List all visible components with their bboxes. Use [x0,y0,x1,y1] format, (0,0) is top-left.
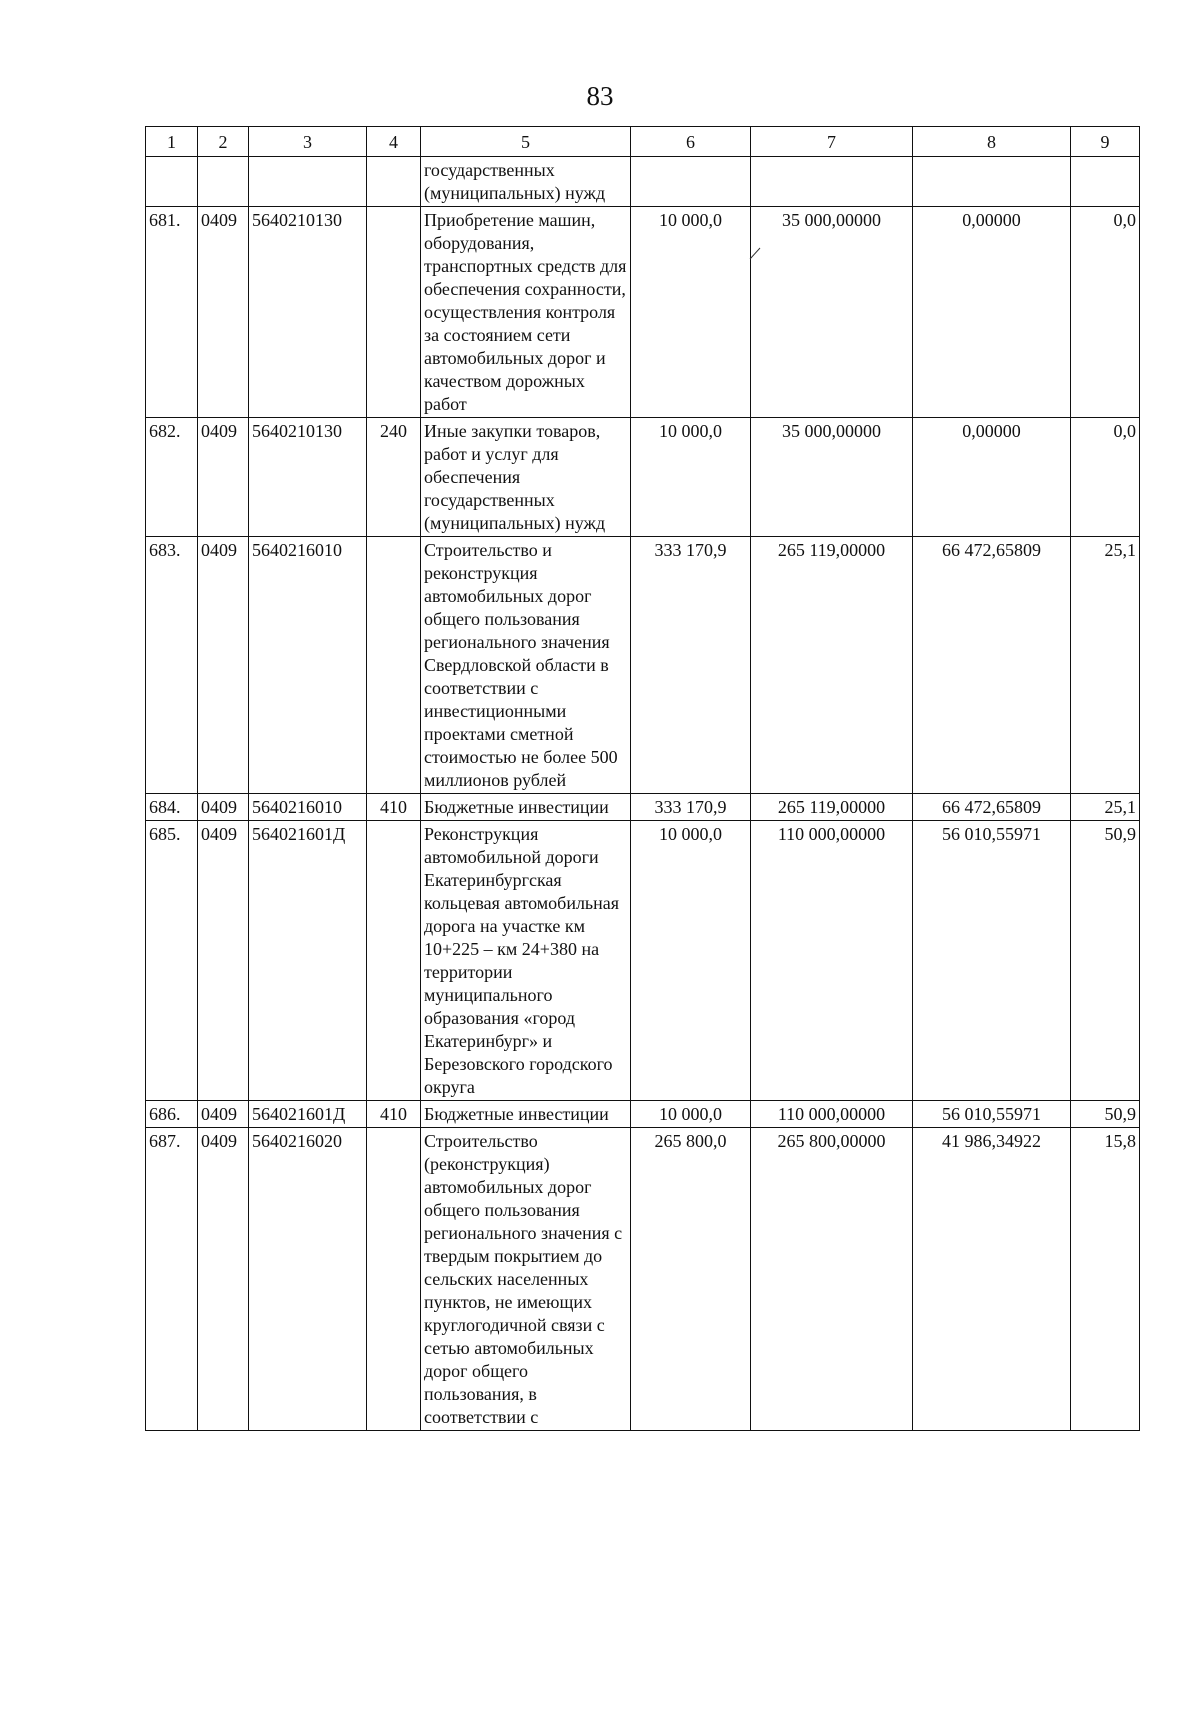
article-code: 5640216010 [249,794,367,821]
article-code [249,157,367,207]
table-row [146,1101,1140,1128]
plan-amount: 333 170,9 [631,537,751,794]
table-row [146,207,1140,418]
item-name: Бюджетные инвестиции [421,1101,631,1128]
row-number: 682. [146,418,198,537]
approved-amount: 265 800,00000 [751,1128,913,1431]
article-code: 5640210130 [249,418,367,537]
execution-percent [1071,157,1140,207]
section-code: 0409 [198,1128,249,1431]
expense-type-code [367,537,421,794]
executed-amount: 41 986,34922 [913,1128,1071,1431]
execution-percent: 25,1 [1071,537,1140,794]
executed-amount: 56 010,55971 [913,821,1071,1101]
expense-type-code: 410 [367,794,421,821]
executed-amount: 66 472,65809 [913,794,1071,821]
table-row [146,794,1140,821]
expense-type-code [367,157,421,207]
approved-amount: 110 000,00000 [751,821,913,1101]
item-name: Бюджетные инвестиции [421,794,631,821]
row-number [146,157,198,207]
executed-amount: 56 010,55971 [913,1101,1071,1128]
article-code: 564021601Д [249,821,367,1101]
section-code: 0409 [198,1101,249,1128]
table-row [146,537,1140,794]
expense-type-code [367,821,421,1101]
table-row [146,1128,1140,1431]
plan-amount: 10 000,0 [631,821,751,1101]
column-header: 4 [367,127,421,157]
plan-amount: 265 800,0 [631,1128,751,1431]
execution-percent: 50,9 [1071,821,1140,1101]
plan-amount: 10 000,0 [631,418,751,537]
item-name: Строительство и реконструкция автомобильных дорог общего пользования регионального значения Свердловской области в соответствии с инвестиционными проектами сметной стоимостью не более 500 миллионов рублей [421,537,631,794]
table-row [146,418,1140,537]
plan-amount: 10 000,0 [631,1101,751,1128]
column-header: 3 [249,127,367,157]
row-number: 687. [146,1128,198,1431]
executed-amount [913,157,1071,207]
expense-type-code: 410 [367,1101,421,1128]
execution-percent: 0,0 [1071,207,1140,418]
item-name: Реконструкция автомобильной дороги Екатеринбургская кольцевая автомобильная дорога на участке км 10+225 – км 24+380 на территории муниципального образования «город Екатеринбург» и Березовского городского округа [421,821,631,1101]
pen-mark-icon [748,246,762,260]
execution-percent: 15,8 [1071,1128,1140,1431]
item-name: Строительство (реконструкция) автомобильных дорог общего пользования регионального значения с твердым покрытием до сельских населенных пунктов, не имеющих круглогодичной связи с сетью автомобильных дорог общего пользования, в соответствии с [421,1128,631,1431]
approved-amount: 35 000,00000 [751,207,913,418]
approved-amount: 265 119,00000 [751,794,913,821]
item-name: государственных (муниципальных) нужд [421,157,631,207]
executed-amount: 66 472,65809 [913,537,1071,794]
header-row [146,127,1140,157]
approved-amount: 265 119,00000 [751,537,913,794]
row-number: 683. [146,537,198,794]
section-code: 0409 [198,418,249,537]
plan-amount: 10 000,0 [631,207,751,418]
expense-type-code [367,1128,421,1431]
budget-table [145,126,1140,1431]
column-header: 8 [913,127,1071,157]
plan-amount: 333 170,9 [631,794,751,821]
executed-amount: 0,00000 [913,418,1071,537]
column-header: 1 [146,127,198,157]
column-header: 9 [1071,127,1140,157]
section-code [198,157,249,207]
section-code: 0409 [198,207,249,418]
section-code: 0409 [198,537,249,794]
column-header: 2 [198,127,249,157]
column-header: 7 [751,127,913,157]
table-row [146,157,1140,207]
item-name: Приобретение машин, оборудования, транспортных средств для обеспечения сохранности, осуществления контроля за состоянием сети автомобильных дорог и качеством дорожных работ [421,207,631,418]
item-name: Иные закупки товаров, работ и услуг для обеспечения государственных (муниципальных) нужд [421,418,631,537]
expense-type-code: 240 [367,418,421,537]
executed-amount: 0,00000 [913,207,1071,418]
approved-amount [751,157,913,207]
row-number: 686. [146,1101,198,1128]
column-header: 6 [631,127,751,157]
article-code: 5640216020 [249,1128,367,1431]
row-number: 685. [146,821,198,1101]
article-code: 564021601Д [249,1101,367,1128]
row-number: 684. [146,794,198,821]
expense-type-code [367,207,421,418]
plan-amount [631,157,751,207]
article-code: 5640216010 [249,537,367,794]
page-number: 83 [586,81,614,111]
approved-amount: 35 000,00000 [751,418,913,537]
execution-percent: 0,0 [1071,418,1140,537]
table-row [146,821,1140,1101]
section-code: 0409 [198,794,249,821]
approved-amount: 110 000,00000 [751,1101,913,1128]
execution-percent: 50,9 [1071,1101,1140,1128]
section-code: 0409 [198,821,249,1101]
row-number: 681. [146,207,198,418]
column-header: 5 [421,127,631,157]
execution-percent: 25,1 [1071,794,1140,821]
article-code: 5640210130 [249,207,367,418]
